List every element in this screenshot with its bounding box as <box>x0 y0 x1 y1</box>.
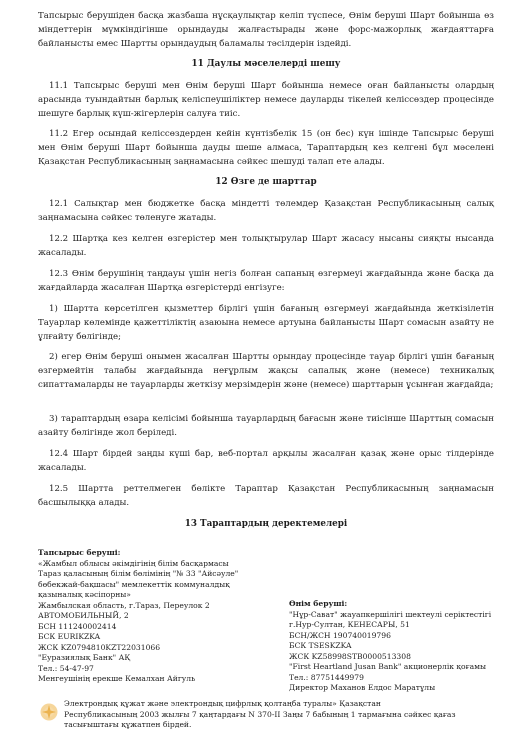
paragraph-12-1: 12.1 Салықтар мен бюджетке басқа міндетті төлемдер Қазақстан Республикасының салық заңнамасына сәйкес төленуге жатады. <box>38 199 494 223</box>
supplier-line: Тел.: 87751449979 <box>289 672 364 682</box>
footer-line: Республикасының 2003 жылғы 7 қаңтардағы N 370-II Заңы 7 бабының 1 тармағына сәйкес қағаз <box>64 709 456 719</box>
customer-line: АВТОМОБИЛЬНЫЙ, 2 <box>38 611 129 620</box>
supplier-line: ЖСК KZ58998STB0000513308 <box>289 651 411 661</box>
supplier-line: "First Heartland Jusan Bank" акционерлік қоғамы <box>289 662 487 671</box>
section-12-heading: 12 Өзге де шарттар <box>215 177 317 187</box>
customer-line: БСН 111240002414 <box>38 621 117 631</box>
paragraph-12-3: 12.3 Өнім берушінің таңдауы үшін негіз болған сапаның өзгермеуі жағдайында және басқа да жағдайларда жасалған Шартқа өзгерістерді енгізуге: <box>38 269 494 293</box>
section-13-heading: 13 Тараптардың деректемелері <box>184 519 348 529</box>
customer-line: Жамбылская область, г.Тараз, Переулок 2 <box>38 600 210 610</box>
customer-line: бөбекжай-бақшасы" мемлекеттік коммуналдық <box>38 579 230 589</box>
customer-line: Тараз қаласының білім бөлімінің "№ 33 "Айсәуле" <box>38 569 239 578</box>
customer-line: БСК EURIKZKA <box>38 632 101 641</box>
supplier-details <box>289 599 509 694</box>
customer-line: ЖСК KZ0794810KZT22031066 <box>38 642 161 652</box>
customer-line: «Жамбыл облысы әкімдігінің білім басқармасы <box>38 558 229 568</box>
customer-details <box>38 548 278 685</box>
customer-line: Менгеушінің ерекше Кемалхан Айгуль <box>38 674 196 683</box>
footer-line: Электрондық құжат және электрондық цифрлық қолтаңба туралы» Қазақстан <box>64 699 381 708</box>
supplier-line: Директор Маханов Елдос Маратұлы <box>289 683 436 692</box>
paragraph-11-2: 11.2 Егер осындай келіссөздерден кейін күнтізбелік 15 (он бес) күн ішінде Тапсырыс беруші мен Өнім беруші Шарт бойынша дауды шеше алмаса, Тараптардың кез келгені бұл мәселені Қазақстан Республикасының заңнамасына сәйкес шешуді талап ете алады. <box>38 129 494 167</box>
list-item-2: 2) егер Өнім беруші онымен жасалған Шартты орындау процесінде тауар бірлігі үшін бағаның өзгермейтін талабы жағдайында неғұрлым жақсы сапалық және (немесе) техникалық сипаттамаларды не тауарларды жеткізу мерзімдерін және (немесе) шарттарын ұсынған жағдайда; <box>38 352 494 390</box>
customer-line: қазыналық кәсіпорны» <box>38 590 131 599</box>
customer-line: "Еуразиялық Банк" АҚ <box>38 653 131 662</box>
supplier-line: БСН/ЖСН 190740019796 <box>289 630 391 640</box>
supplier-line: БСК TSESKZKA <box>289 641 352 650</box>
paragraph-11-1: 11.1 Тапсырыс беруші мен Өнім беруші Шарт бойынша немесе оған байланысты олардың арасында туындайтын барлық келіспеушіліктер немесе дауларды тікелей келіссөздер процесінде шешуге барлық күш-жігерлерін салуға тиіс. <box>38 81 494 119</box>
intro-paragraph: Тапсырыс берушіден басқа жазбаша нұсқаулықтар келіп түспесе, Өнім беруші Шарт бойынша өз міндеттерін мүмкіндігінше орындауды жалғастырады және форс-мажорлық жағдаяттарға байланысты емес Шартты орындаудың баламалы тәсілдерін іздейді. <box>38 11 494 49</box>
supplier-label: Өнім беруші: <box>289 599 348 608</box>
paragraph-12-2: 12.2 Шартқа кез келген өзгерістер мен толықтырулар Шарт жасасу нысаны сияқты нысанда жасалады. <box>38 234 494 258</box>
supplier-line: г.Нур-Султан, КЕНЕСАРЫ, 51 <box>289 620 410 629</box>
customer-line: Тел.: 54-47-97 <box>38 663 94 673</box>
legal-footer <box>38 699 508 731</box>
footer-line: тасығыштағы құжатпен бірдей. <box>64 720 192 729</box>
list-item-3: 3) тараптардың өзара келісімі бойынша тауарлардың бағасын және тиісінше Шарттың сомасын азайту бөлігінде жол беріледі. <box>38 414 494 438</box>
customer-label: Тапсырыс беруші: <box>38 548 121 557</box>
section-11-heading: 11 Даулы мәселелерді шешу <box>191 59 341 69</box>
paragraph-12-4: 12.4 Шарт бірдей заңды күші бар, веб-портал арқылы жасалған қазақ және орыс тілдерінде жасалады. <box>38 449 494 473</box>
paragraph-12-5: 12.5 Шартта реттелмеген бөлікте Тараптар Қазақстан Республикасының заңнамасын басшылыққа алады. <box>38 484 494 508</box>
supplier-line: "Нұр-Сават" жауапкершілігі шектеулі серіктестігі <box>289 609 492 619</box>
list-item-1: 1) Шартта көрсетілген қызметтер бірлігі үшін бағаның өзгермеуі жағдайында жеткізілетін Тауарлар көлемінде қажеттіліктің азаюына немесе артуына байланысты Шарт сомасын азайту не ұлғайту бөлігінде; <box>38 304 494 342</box>
